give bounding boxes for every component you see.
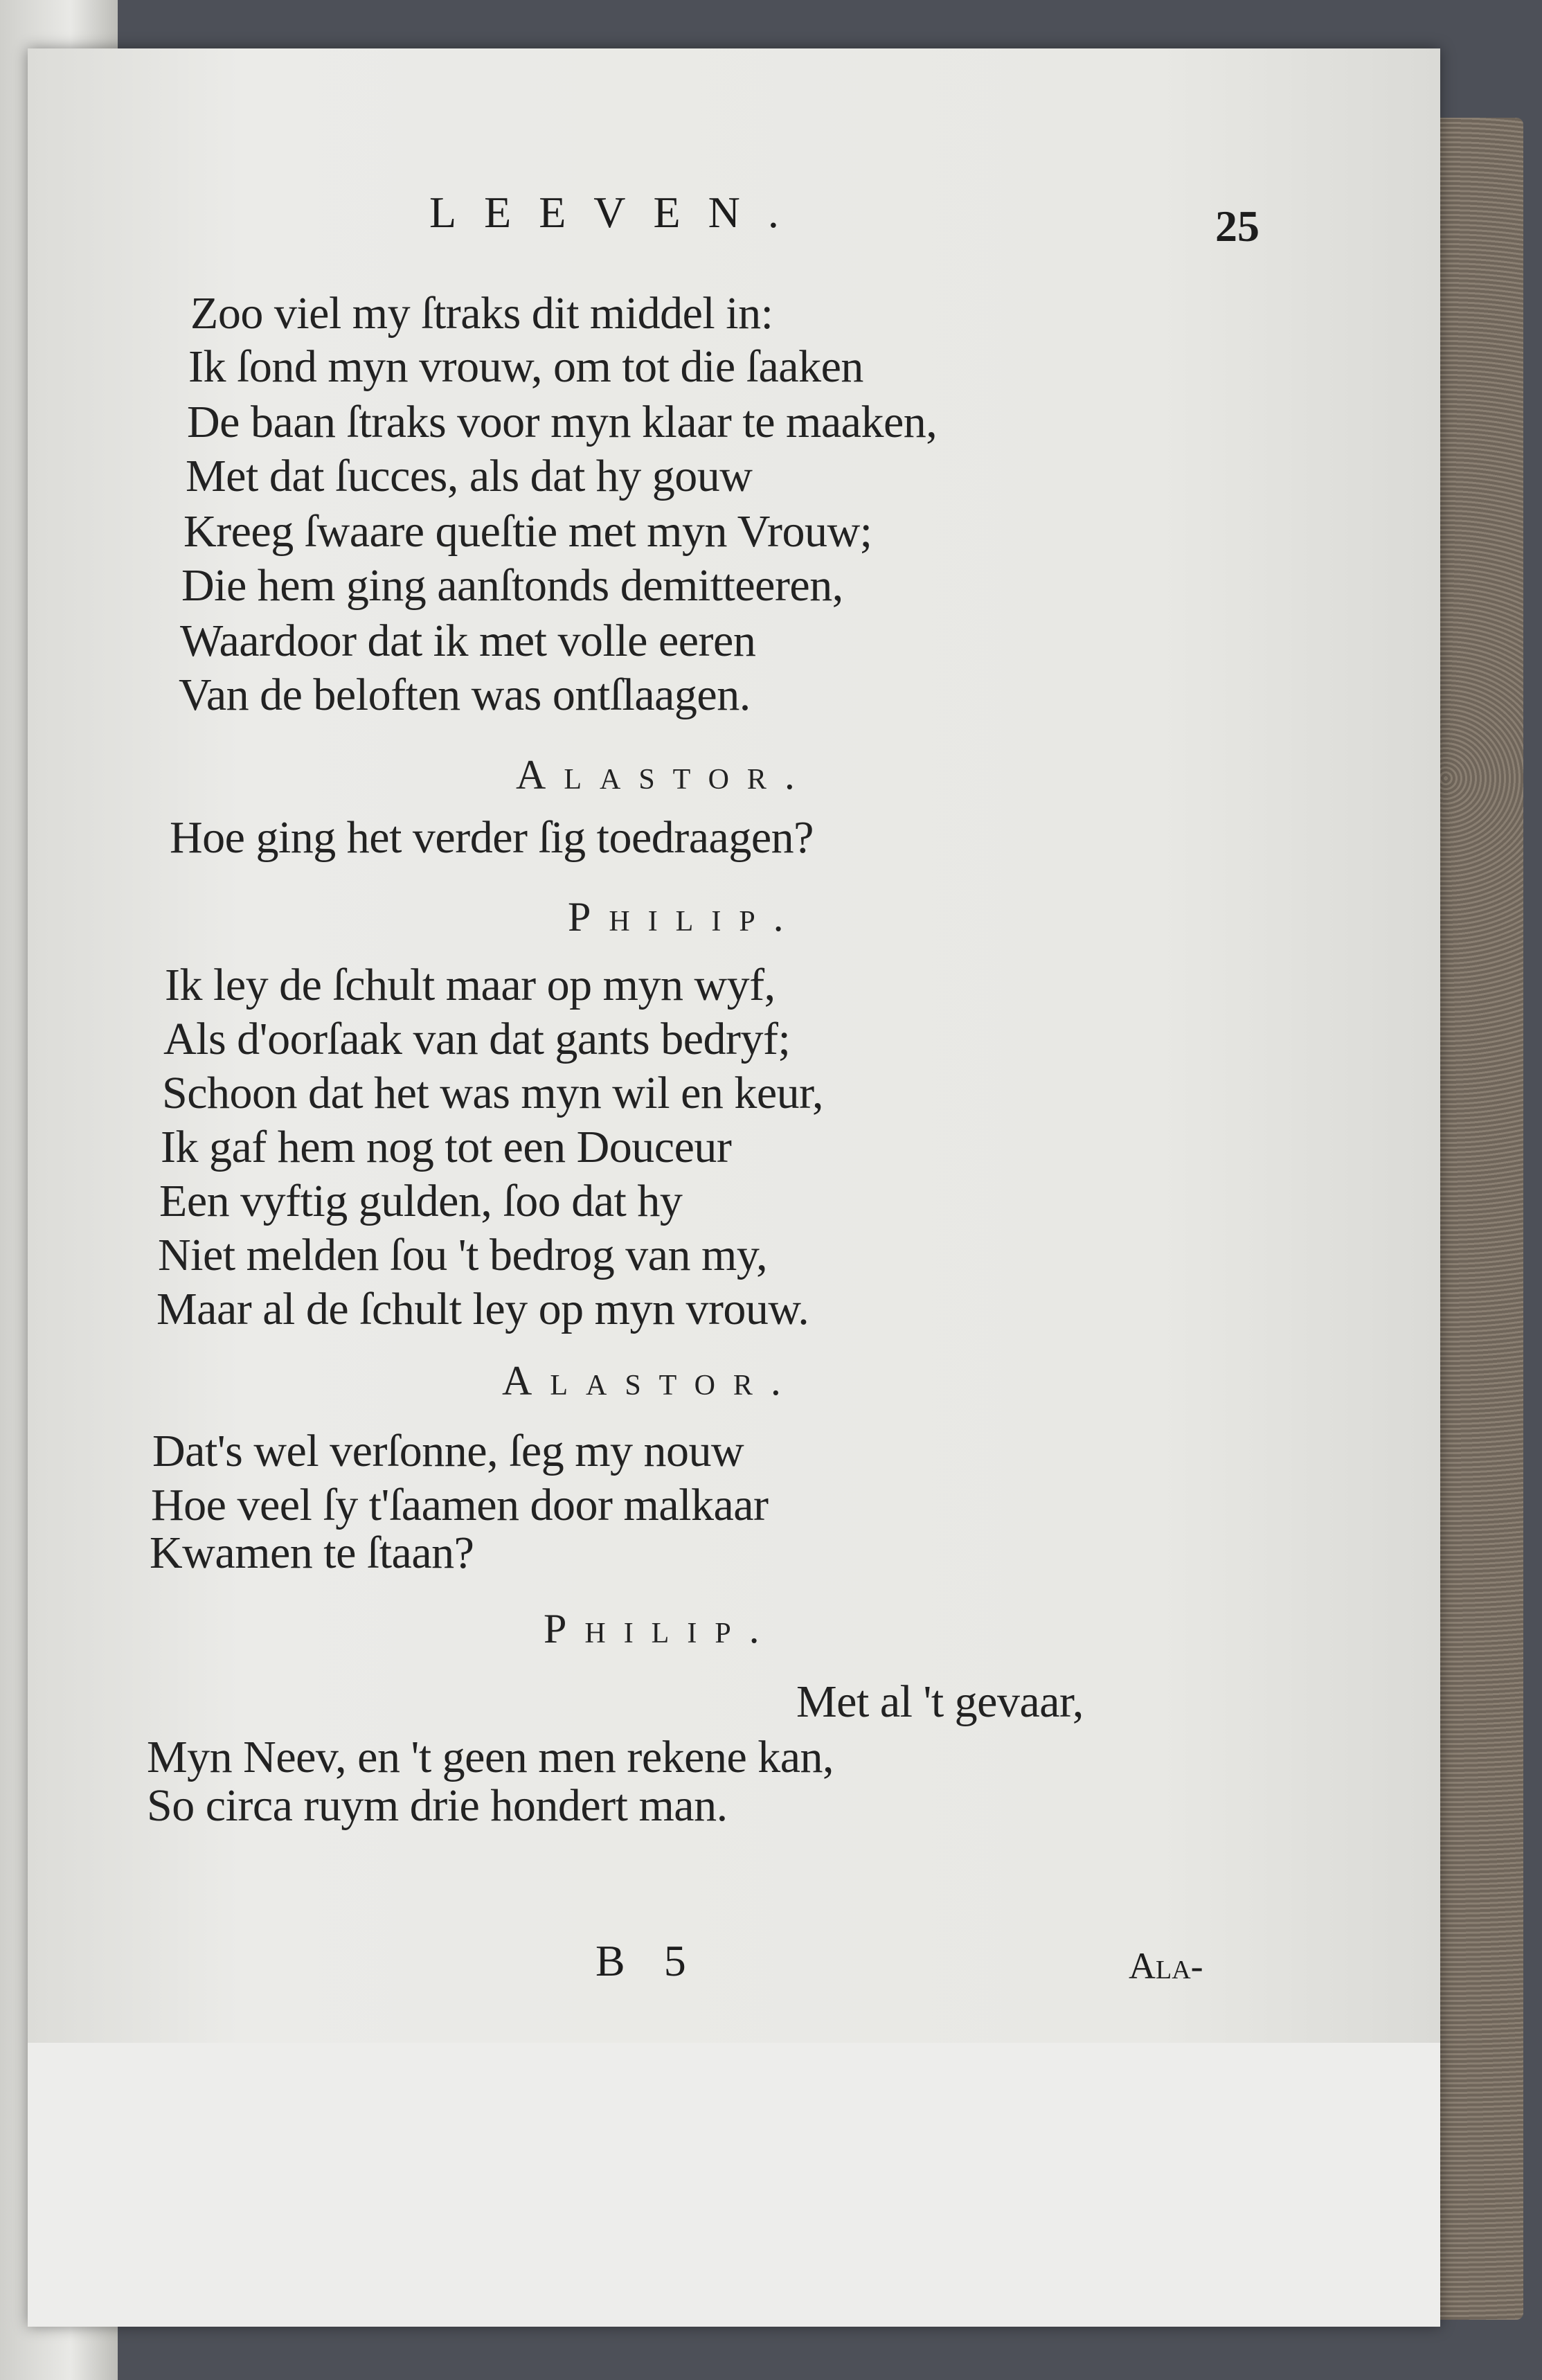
- verse-line: Zoo viel my ſtraks dit middel in:: [190, 288, 773, 339]
- verse-line: Als d'oorſaak van dat gants bedryf;: [163, 1014, 791, 1064]
- running-title: LEEVEN.: [429, 188, 807, 237]
- verse-line: Maar al de ſchult ley op myn vrouw.: [156, 1284, 809, 1334]
- verse-line: Ik ſond myn vrouw, om tot die ſaaken: [188, 341, 863, 392]
- verse-line: So circa ruym drie hondert man.: [147, 1780, 728, 1831]
- verse-line: Van de beloften was ontſlaagen.: [179, 670, 751, 720]
- page-number: 25: [1215, 202, 1259, 251]
- verse-line: Waardoor dat ik met volle eeren: [180, 616, 756, 666]
- verse-line: Een vyftig gulden, ſoo dat hy: [159, 1176, 683, 1226]
- verse-line: Ik ley de ſchult maar op myn wyf,: [165, 960, 776, 1010]
- verse-line: Dat's wel verſonne, ſeg my nouw: [152, 1426, 744, 1476]
- verse-line: De baan ſtraks voor myn klaar te maaken,: [187, 397, 938, 447]
- speaker-name: Alastor.: [516, 752, 813, 798]
- speaker-name: Alastor.: [502, 1358, 799, 1404]
- verse-line: Ik gaf hem nog tot een Douceur: [161, 1122, 732, 1172]
- verse-line: Met al 't gevaar,: [796, 1676, 1084, 1727]
- verse-line: Hoe veel ſy t'ſaamen door malkaar: [151, 1480, 769, 1530]
- verse-line: Met dat ſucces, als dat hy gouw: [186, 451, 753, 501]
- verse-line: Myn Neev, en 't geen men rekene kan,: [147, 1732, 834, 1782]
- verse-line: Kreeg ſwaare queſtie met myn Vrouw;: [183, 506, 872, 557]
- speaker-name: Philip.: [544, 1606, 778, 1652]
- page-bottom-margin: [28, 2043, 1440, 2327]
- verse-line: Die hem ging aanſtonds demitteeren,: [181, 560, 843, 611]
- catchword: Ala-: [1129, 1945, 1203, 1987]
- speaker-name: Philip.: [568, 894, 802, 940]
- verse-line: Hoe ging het verder ſig toedraagen?: [170, 812, 814, 863]
- signature-mark: B 5: [595, 1936, 700, 1985]
- verse-line: Niet melden ſou 't bedrog van my,: [158, 1230, 768, 1280]
- verse-line: Kwamen te ſtaan?: [150, 1528, 474, 1578]
- verse-line: Schoon dat het was myn wil en keur,: [162, 1068, 824, 1118]
